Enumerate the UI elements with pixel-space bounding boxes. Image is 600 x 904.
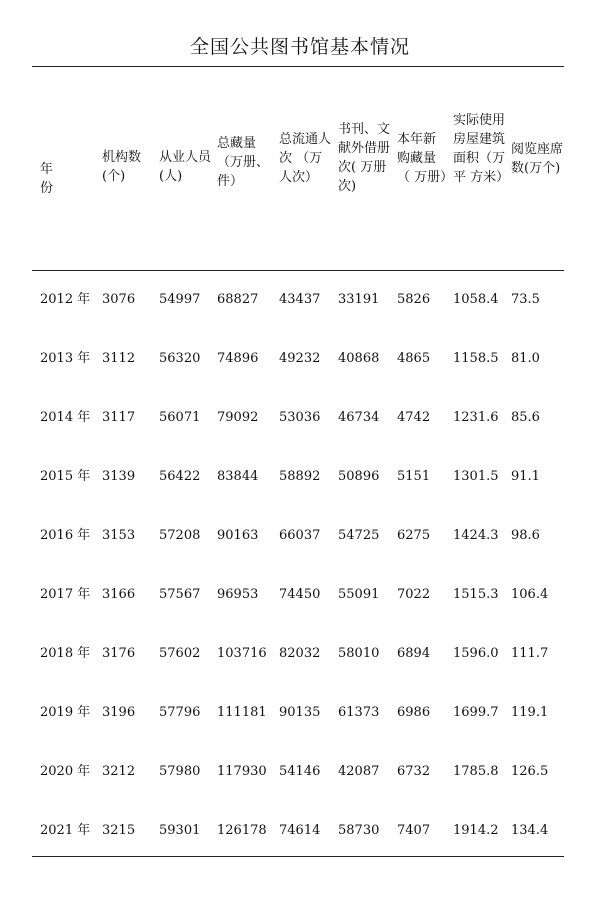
cell-floor-area: 1058.4 xyxy=(453,292,499,307)
cell-staff: 57208 xyxy=(159,528,201,543)
cell-floor-area: 1699.7 xyxy=(453,705,499,720)
cell-total-circulation: 54146 xyxy=(279,764,321,779)
cell-total-holdings: 111181 xyxy=(217,705,267,720)
cell-new-acquisitions: 5151 xyxy=(397,469,431,484)
cell-staff: 56320 xyxy=(159,351,201,366)
cell-lending: 50896 xyxy=(338,469,380,484)
cell-staff: 59301 xyxy=(159,823,201,838)
cell-seats: 106.4 xyxy=(511,587,549,602)
cell-year: 2016 年 xyxy=(40,528,91,543)
header-lending: 书刊、文献外借册次( 万册次) xyxy=(338,122,391,194)
header-institutions: 机构数(个) xyxy=(102,150,142,184)
cell-seats: 111.7 xyxy=(511,646,549,661)
cell-seats: 73.5 xyxy=(511,292,540,307)
cell-year: 2012 年 xyxy=(40,292,91,307)
cell-lending: 33191 xyxy=(338,292,380,307)
cell-total-circulation: 49232 xyxy=(279,351,321,366)
cell-staff: 57602 xyxy=(159,646,201,661)
cell-total-holdings: 90163 xyxy=(217,528,259,543)
header-total-holdings: 总藏量（万册、件） xyxy=(217,136,270,189)
cell-total-holdings: 79092 xyxy=(217,410,259,425)
cell-year: 2017 年 xyxy=(40,587,91,602)
table-row xyxy=(32,644,564,664)
cell-total-holdings: 103716 xyxy=(217,646,267,661)
cell-lending: 55091 xyxy=(338,587,380,602)
cell-institutions: 3196 xyxy=(102,705,136,720)
header-floor-area: 实际使用房屋建筑面积（万 平 方米） xyxy=(453,113,510,185)
table-row xyxy=(32,526,564,546)
cell-floor-area: 1231.6 xyxy=(453,410,499,425)
cell-total-circulation: 66037 xyxy=(279,528,321,543)
table-row xyxy=(32,408,564,428)
cell-total-circulation: 90135 xyxy=(279,705,321,720)
table-bottom-rule xyxy=(32,856,564,857)
cell-year: 2018 年 xyxy=(40,646,91,661)
cell-institutions: 3112 xyxy=(102,351,136,366)
cell-total-circulation: 82032 xyxy=(279,646,321,661)
cell-floor-area: 1596.0 xyxy=(453,646,499,661)
cell-total-circulation: 74450 xyxy=(279,587,321,602)
cell-year: 2015 年 xyxy=(40,469,91,484)
cell-lending: 58730 xyxy=(338,823,380,838)
cell-lending: 40868 xyxy=(338,351,380,366)
cell-staff: 57567 xyxy=(159,587,201,602)
cell-institutions: 3212 xyxy=(102,764,136,779)
cell-seats: 81.0 xyxy=(511,351,540,366)
table-header-rule xyxy=(32,270,564,271)
cell-new-acquisitions: 6894 xyxy=(397,646,431,661)
cell-total-circulation: 58892 xyxy=(279,469,321,484)
cell-floor-area: 1424.3 xyxy=(453,528,499,543)
cell-lending: 58010 xyxy=(338,646,380,661)
cell-lending: 46734 xyxy=(338,410,380,425)
cell-new-acquisitions: 6732 xyxy=(397,764,431,779)
header-new-acquisitions: 本年新购藏量（ 万册） xyxy=(397,132,454,185)
cell-institutions: 3153 xyxy=(102,528,136,543)
cell-year: 2019 年 xyxy=(40,705,91,720)
table-row xyxy=(32,762,564,782)
cell-floor-area: 1301.5 xyxy=(453,469,499,484)
cell-staff: 54997 xyxy=(159,292,201,307)
cell-staff: 56071 xyxy=(159,410,201,425)
cell-total-holdings: 117930 xyxy=(217,764,267,779)
cell-seats: 85.6 xyxy=(511,410,540,425)
cell-floor-area: 1515.3 xyxy=(453,587,499,602)
table-row xyxy=(32,467,564,487)
cell-year: 2021 年 xyxy=(40,823,91,838)
cell-seats: 91.1 xyxy=(511,469,540,484)
cell-institutions: 3215 xyxy=(102,823,136,838)
cell-new-acquisitions: 7407 xyxy=(397,823,431,838)
header-seats: 阅览座席数(万个) xyxy=(511,142,564,176)
cell-total-holdings: 74896 xyxy=(217,351,259,366)
cell-lending: 42087 xyxy=(338,764,380,779)
cell-year: 2020 年 xyxy=(40,764,91,779)
cell-floor-area: 1785.8 xyxy=(453,764,499,779)
cell-lending: 54725 xyxy=(338,528,380,543)
cell-total-holdings: 96953 xyxy=(217,587,259,602)
cell-institutions: 3176 xyxy=(102,646,136,661)
cell-floor-area: 1158.5 xyxy=(453,351,499,366)
table-row xyxy=(32,821,564,841)
cell-total-circulation: 53036 xyxy=(279,410,321,425)
table-row xyxy=(32,290,564,310)
cell-new-acquisitions: 5826 xyxy=(397,292,431,307)
cell-new-acquisitions: 7022 xyxy=(397,587,431,602)
cell-total-holdings: 126178 xyxy=(217,823,267,838)
cell-total-holdings: 68827 xyxy=(217,292,259,307)
cell-staff: 57980 xyxy=(159,764,201,779)
cell-floor-area: 1914.2 xyxy=(453,823,499,838)
cell-institutions: 3139 xyxy=(102,469,136,484)
page-title: 全国公共图书馆基本情况 xyxy=(189,36,410,58)
cell-seats: 126.5 xyxy=(511,764,549,779)
table-row xyxy=(32,703,564,723)
cell-seats: 119.1 xyxy=(511,705,549,720)
table-row xyxy=(32,349,564,369)
header-year: 年 份 xyxy=(40,162,68,196)
cell-new-acquisitions: 6275 xyxy=(397,528,431,543)
cell-institutions: 3117 xyxy=(102,410,136,425)
cell-staff: 57796 xyxy=(159,705,201,720)
header-total-circulation: 总流通人 次 （万人次） xyxy=(279,132,332,185)
cell-institutions: 3076 xyxy=(102,292,136,307)
cell-year: 2013 年 xyxy=(40,351,91,366)
cell-seats: 98.6 xyxy=(511,528,540,543)
cell-total-holdings: 83844 xyxy=(217,469,259,484)
cell-institutions: 3166 xyxy=(102,587,136,602)
table-row xyxy=(32,585,564,605)
cell-new-acquisitions: 6986 xyxy=(397,705,431,720)
cell-new-acquisitions: 4742 xyxy=(397,410,431,425)
cell-seats: 134.4 xyxy=(511,823,549,838)
cell-total-circulation: 74614 xyxy=(279,823,321,838)
header-staff: 从业人员(人) xyxy=(159,150,212,184)
table-header xyxy=(32,66,564,270)
cell-total-circulation: 43437 xyxy=(279,292,321,307)
cell-new-acquisitions: 4865 xyxy=(397,351,431,366)
cell-lending: 61373 xyxy=(338,705,380,720)
cell-staff: 56422 xyxy=(159,469,201,484)
cell-year: 2014 年 xyxy=(40,410,91,425)
